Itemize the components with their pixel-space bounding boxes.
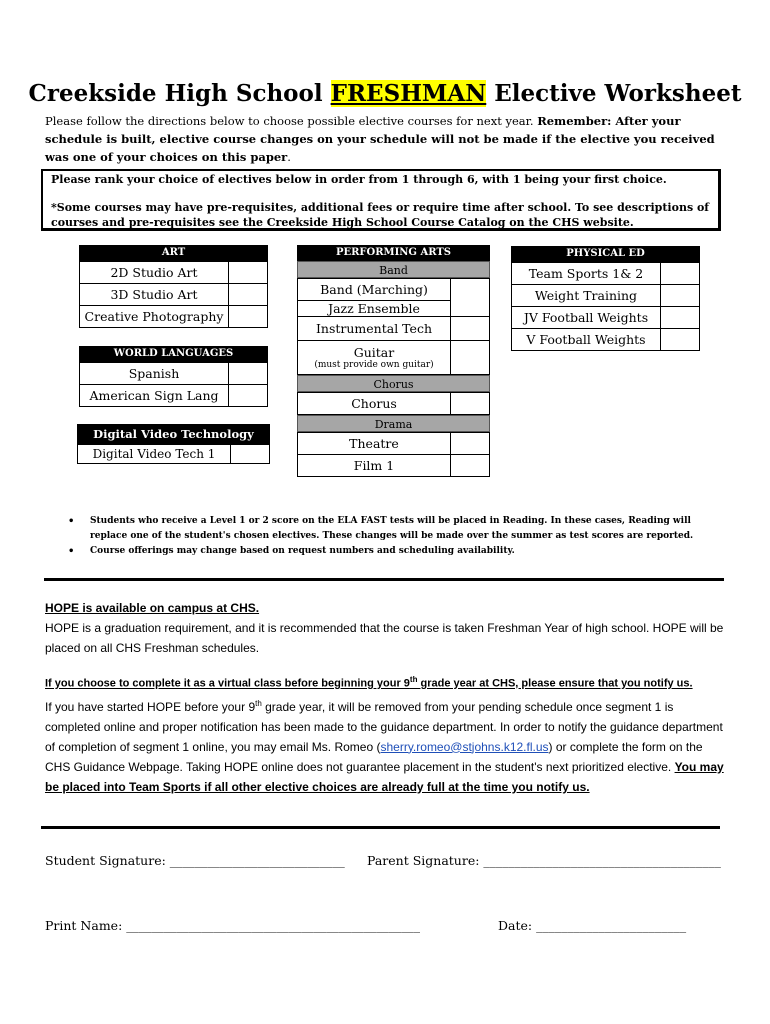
title-highlight: FRESHMAN xyxy=(330,80,487,107)
course-v-football-weights: V Football Weights xyxy=(512,329,661,351)
hope-virtual-heading: If you choose to complete it as a virtual class before beginning your 9th grade year at CHS, please ensure that you notify us. xyxy=(45,675,693,690)
notes-list xyxy=(66,514,726,559)
rank-box-spanish[interactable] xyxy=(229,363,268,385)
student-signature-field[interactable]: Student Signature: ____________________________ xyxy=(45,853,345,868)
hope-section xyxy=(45,598,725,797)
email-link[interactable]: sherry.romeo@stjohns.k12.fl.us xyxy=(380,739,549,754)
physical-ed-header: PHYSICAL ED xyxy=(511,246,700,262)
course-creative-photography: Creative Photography xyxy=(80,306,229,328)
course-instrumental-tech: Instrumental Tech xyxy=(298,317,451,341)
performing-arts-header: PERFORMING ARTS xyxy=(297,245,490,261)
bullet-icon: • xyxy=(68,546,75,557)
intro-paragraph: Please follow the directions below to choose possible elective courses for next year. Remember: After your schedule is built, elective course changes on your schedule will not be made if the elective you received was one of your choices on this paper. xyxy=(45,114,715,164)
art-header: ART xyxy=(79,245,268,261)
divider xyxy=(44,578,724,581)
course-digital-video-tech-1: Digital Video Tech 1 xyxy=(78,445,231,464)
prerequisite-note: *Some courses may have pre-requisites, additional fees or require time after school. To see descriptions of courses and pre-requisites see the Creekside High School Course Catalog on the CHS website. xyxy=(51,201,710,229)
rank-box-american-sign-lang[interactable] xyxy=(229,385,268,407)
world-languages-section xyxy=(79,346,268,407)
course-band-marching: Band (Marching) xyxy=(298,279,451,301)
rank-box-2d-studio-art[interactable] xyxy=(229,262,268,284)
course-weight-training: Weight Training xyxy=(512,285,661,307)
rank-box-theatre[interactable] xyxy=(451,433,490,455)
guitar-note: (must provide own guitar) xyxy=(314,360,434,370)
course-jv-football-weights: JV Football Weights xyxy=(512,307,661,329)
rank-box-3d-studio-art[interactable] xyxy=(229,284,268,306)
course-jazz-ensemble: Jazz Ensemble xyxy=(298,301,451,317)
drama-subheader: Drama xyxy=(297,415,490,432)
rank-box-creative-photography[interactable] xyxy=(229,306,268,328)
rank-instruction: Please rank your choice of electives below in order from 1 through 6, with 1 being your first choice. xyxy=(51,173,667,186)
rank-box-band[interactable] xyxy=(451,279,490,317)
dvt-section xyxy=(77,424,270,464)
rank-instructions-box xyxy=(41,169,721,231)
course-guitar: Guitar (must provide own guitar) xyxy=(298,341,451,375)
list-item: • Students who receive a Level 1 or 2 score on the ELA FAST tests will be placed in Reading. In these cases, Reading will replace one of the student's chosen electives. These changes will be made over the summer as test scores are reported. xyxy=(68,516,694,541)
course-theatre: Theatre xyxy=(298,433,451,455)
list-item: • Course offerings may change based on request numbers and scheduling availability. xyxy=(68,546,515,557)
chorus-subheader: Chorus xyxy=(297,375,490,392)
course-spanish: Spanish xyxy=(80,363,229,385)
rank-box-team-sports[interactable] xyxy=(661,263,700,285)
rank-box-chorus[interactable] xyxy=(451,393,490,415)
rank-box-instrumental-tech[interactable] xyxy=(451,317,490,341)
rank-box-v-football-weights[interactable] xyxy=(661,329,700,351)
date-field[interactable]: Date: ________________________ xyxy=(498,918,687,933)
rank-box-film-1[interactable] xyxy=(451,455,490,477)
physical-ed-section xyxy=(511,246,700,351)
course-3d-studio-art: 3D Studio Art xyxy=(80,284,229,306)
band-subheader: Band xyxy=(297,261,490,278)
dvt-header: Digital Video Technology xyxy=(77,424,270,444)
rank-box-jv-football-weights[interactable] xyxy=(661,307,700,329)
rank-box-digital-video-tech-1[interactable] xyxy=(231,445,270,464)
performing-arts-section xyxy=(297,245,490,477)
hope-heading: HOPE is available on campus at CHS. xyxy=(45,601,260,615)
divider xyxy=(41,826,720,829)
bullet-icon: • xyxy=(68,516,75,527)
course-film-1: Film 1 xyxy=(298,455,451,477)
page-title: Creekside High School FRESHMAN Elective Worksheet xyxy=(28,80,742,107)
course-team-sports: Team Sports 1& 2 xyxy=(512,263,661,285)
world-languages-header: WORLD LANGUAGES xyxy=(79,346,268,362)
hope-paragraph: HOPE is a graduation requirement, and it is recommended that the course is taken Freshman Year of high school. HOPE will be placed on all CHS Freshman schedules. xyxy=(45,621,724,655)
art-section xyxy=(79,245,268,328)
course-american-sign-lang: American Sign Lang xyxy=(80,385,229,407)
hope-virtual-paragraph: If you have started HOPE before your 9th grade year, it will be removed from your pending schedule once segment 1 is completed online and proper notification has been made to the guidance department. In order to notify the guidance department of completion of segment 1 online, you may email Ms. Romeo (sherry.romeo@stjohns.k12.fl.us) or complete the form on the CHS Guidance Webpage. Taking HOPE online does not guarantee placement in the student's next prioritized elective. You may be placed into Team Sports if all other elective choices are already full at the time you notify us. xyxy=(45,698,724,794)
course-chorus: Chorus xyxy=(298,393,451,415)
rank-box-weight-training[interactable] xyxy=(661,285,700,307)
print-name-field[interactable]: Print Name: _______________________________________________ xyxy=(45,918,421,933)
rank-box-guitar[interactable] xyxy=(451,341,490,375)
course-2d-studio-art: 2D Studio Art xyxy=(80,262,229,284)
parent-signature-field[interactable]: Parent Signature: ______________________________________ xyxy=(367,853,721,868)
